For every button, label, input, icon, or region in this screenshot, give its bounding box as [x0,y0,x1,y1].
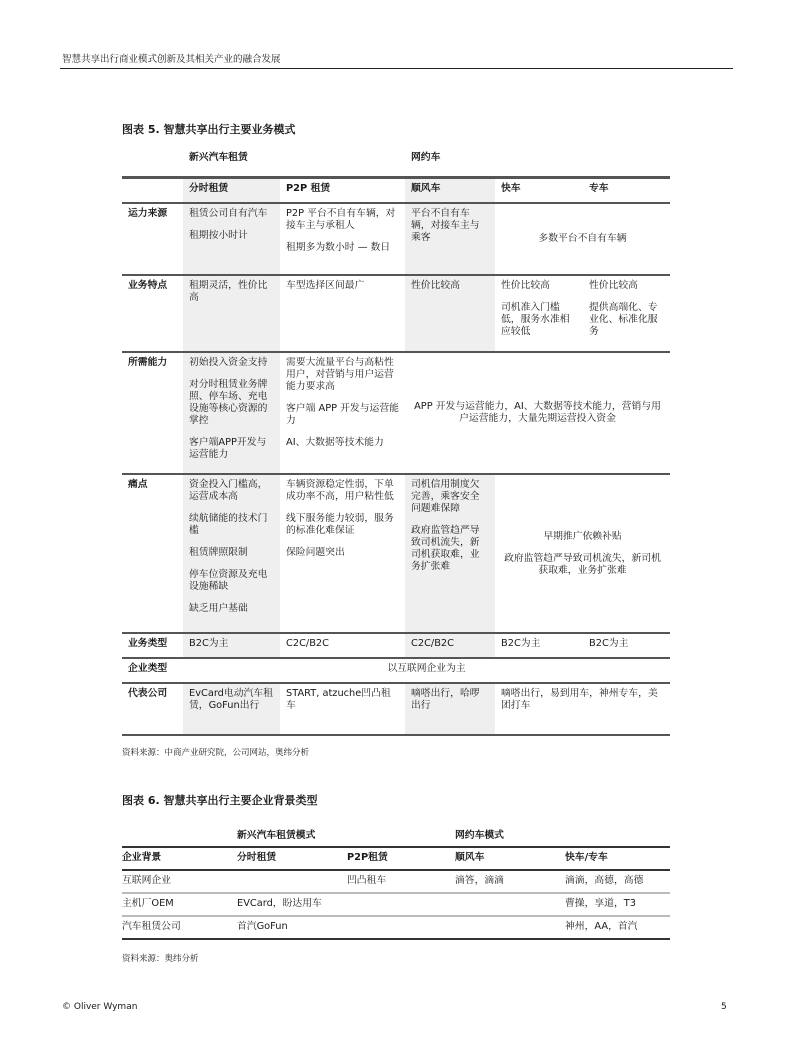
col-header: 快车/专车 [565,847,670,870]
cell: 互联网企业 [122,870,237,893]
cell-text: 停车位资源及充电设施稀缺 [189,569,268,592]
table5-business-models [122,148,670,736]
cell-text: 保险问题突出 [286,547,345,558]
col-header: P2P租赁 [347,847,455,870]
table-row [122,633,670,658]
cell-text: 车辆资源稳定性弱，下单成功率不高，用户粘性低 [286,479,394,502]
cell: B2C为主 [495,633,583,658]
cell: START, atzuche凹凸租车 [280,683,405,735]
group-rental: 新兴汽车租赁 [189,152,248,163]
cell: EvCard电动汽车租赁，GoFun出行 [183,683,280,735]
table-row [122,916,670,939]
group-rental: 新兴汽车租赁模式 [237,830,316,841]
cell: 汽车租赁公司 [122,916,237,939]
col-carpool: 顺风车 [405,177,495,203]
row-label: 业务特点 [122,275,183,352]
row-label: 痛点 [122,474,183,633]
table6-title: 图表 6. 智慧共享出行主要企业背景类型 [122,794,318,807]
group-ridehailing: 网约车 [411,152,441,163]
cell-text: 政府监管趋严导致司机流失，新司机获取难，业务扩张难 [411,525,480,572]
running-header: 智慧共享出行商业模式创新及其相关产业的融合发展 [62,54,281,65]
copyright: © Oliver Wyman [62,1002,138,1012]
cell: B2C为主 [583,633,670,658]
cell: EVCard，盼达用车 [237,893,347,916]
cell-text: 初始投入资金支持 [189,357,268,368]
cell-text: 租赁牌照限制 [189,547,248,558]
cell: APP 开发与运营能力，AI、大数据等技术能力，营销与用户运营能力，大量先期运营投入资金 [405,352,670,474]
cell: 车型选择区间最广 [280,275,405,352]
table-row [122,474,670,633]
table5-source: 资料来源：中商产业研究院，公司网站，奥纬分析 [122,748,310,758]
cell-text: 缺乏用户基础 [189,603,248,614]
cell [237,870,347,893]
col-header: 顺风车 [455,847,565,870]
row-label: 所需能力 [122,352,183,474]
table5-title: 图表 5. 智慧共享出行主要业务模式 [122,123,296,136]
cell-text: 政府监管趋严导致司机流失，新司机获取难，业务扩张难 [504,552,661,576]
table-row [122,352,670,474]
cell-text: 提供高端化、专业化、标准化服务 [589,302,658,337]
cell-text: 资金投入门槛高，运营成本高 [189,479,268,502]
cell: 滴滴，高德，高德 [565,870,670,893]
cell-text: 司机准入门槛低，服务水准相应较低 [501,302,570,337]
cell: C2C/B2C [280,633,405,658]
cell: 曹操，享道，T3 [565,893,670,916]
col-express: 快车 [495,177,583,203]
col-header: 分时租赁 [237,847,347,870]
row-label: 代表公司 [122,683,183,735]
cell-text: P2P 平台不自有车辆，对接车主与承租人 [286,208,396,231]
cell [183,474,280,633]
cell [495,275,583,352]
col-header: 企业背景 [122,847,237,870]
col-premier: 专车 [583,177,670,203]
table-row [122,893,670,916]
cell [405,474,495,633]
cell-text: 性价比较高 [501,280,550,291]
cell: 嘀嗒出行，易到用车，神州专车，美团打车 [495,683,670,735]
group-header-row [122,148,670,177]
cell [280,352,405,474]
cell [280,474,405,633]
table-row [122,658,670,683]
cell: C2C/B2C [405,633,495,658]
cell [455,893,565,916]
cell [347,893,455,916]
cell-text: 司机信用制度欠完善，乘客安全问题难保障 [411,479,480,514]
table6-enterprise-background [122,826,670,940]
col-timeshare: 分时租赁 [183,177,280,203]
cell-text: 客户端APP开发与运营能力 [189,437,267,460]
col-p2p: P2P 租赁 [280,177,405,203]
cell-text: 租期按小时计 [189,230,248,241]
cell-text: 早期推广依赖补贴 [543,530,622,542]
cell [347,916,455,939]
cell [455,916,565,939]
cell: 神州，AA，首汽 [565,916,670,939]
row-label: 企业类型 [122,658,183,683]
cell: 多数平台不自有车辆 [495,203,670,275]
cell: 主机厂OEM [122,893,237,916]
cell: 以互联网企业为主 [183,658,670,683]
row-label: 业务类型 [122,633,183,658]
cell-text: 性价比较高 [589,280,638,291]
table-row [122,275,670,352]
cell [183,352,280,474]
group-ridehailing: 网约车模式 [455,830,504,841]
cell-text: 续航储能的技术门槛 [189,513,268,536]
header-divider [60,68,733,69]
cell-text: 租期多为数小时 — 数日 [286,242,391,253]
cell: 凹凸租车 [347,870,455,893]
table-row [122,870,670,893]
cell-text: 对分时租赁业务牌照、停车场、充电设施等核心资源的掌控 [189,379,268,426]
cell [495,474,670,633]
column-header-row [122,177,670,203]
table-row [122,683,670,735]
cell: 平台不自有车辆，对接车主与乘客 [405,203,495,275]
cell-text: 客户端 APP 开发与运营能力 [286,403,399,426]
cell [183,203,280,275]
row-label: 运力来源 [122,203,183,275]
cell-text: 租赁公司自有汽车 [189,208,268,219]
page-number: 5 [721,1002,727,1012]
cell-text: 线下服务能力较弱，服务的标准化难保证 [286,513,394,536]
cell: 性价比较高 [405,275,495,352]
table-row [122,203,670,275]
table6-source: 资料来源：奥纬分析 [122,954,199,964]
cell-text: AI、大数据等技术能力 [286,437,384,448]
cell-text: 需要大流量平台与高粘性用户，对营销与用户运营能力要求高 [286,357,394,392]
cell: 滴答，滴滴 [455,870,565,893]
cell [583,275,670,352]
cell: 首汽GoFun [237,916,347,939]
column-header-row [122,847,670,870]
cell: 租期灵活，性价比高 [183,275,280,352]
cell [280,203,405,275]
group-header-row [122,826,670,847]
cell: 嘀嗒出行，哈啰出行 [405,683,495,735]
cell: B2C为主 [183,633,280,658]
